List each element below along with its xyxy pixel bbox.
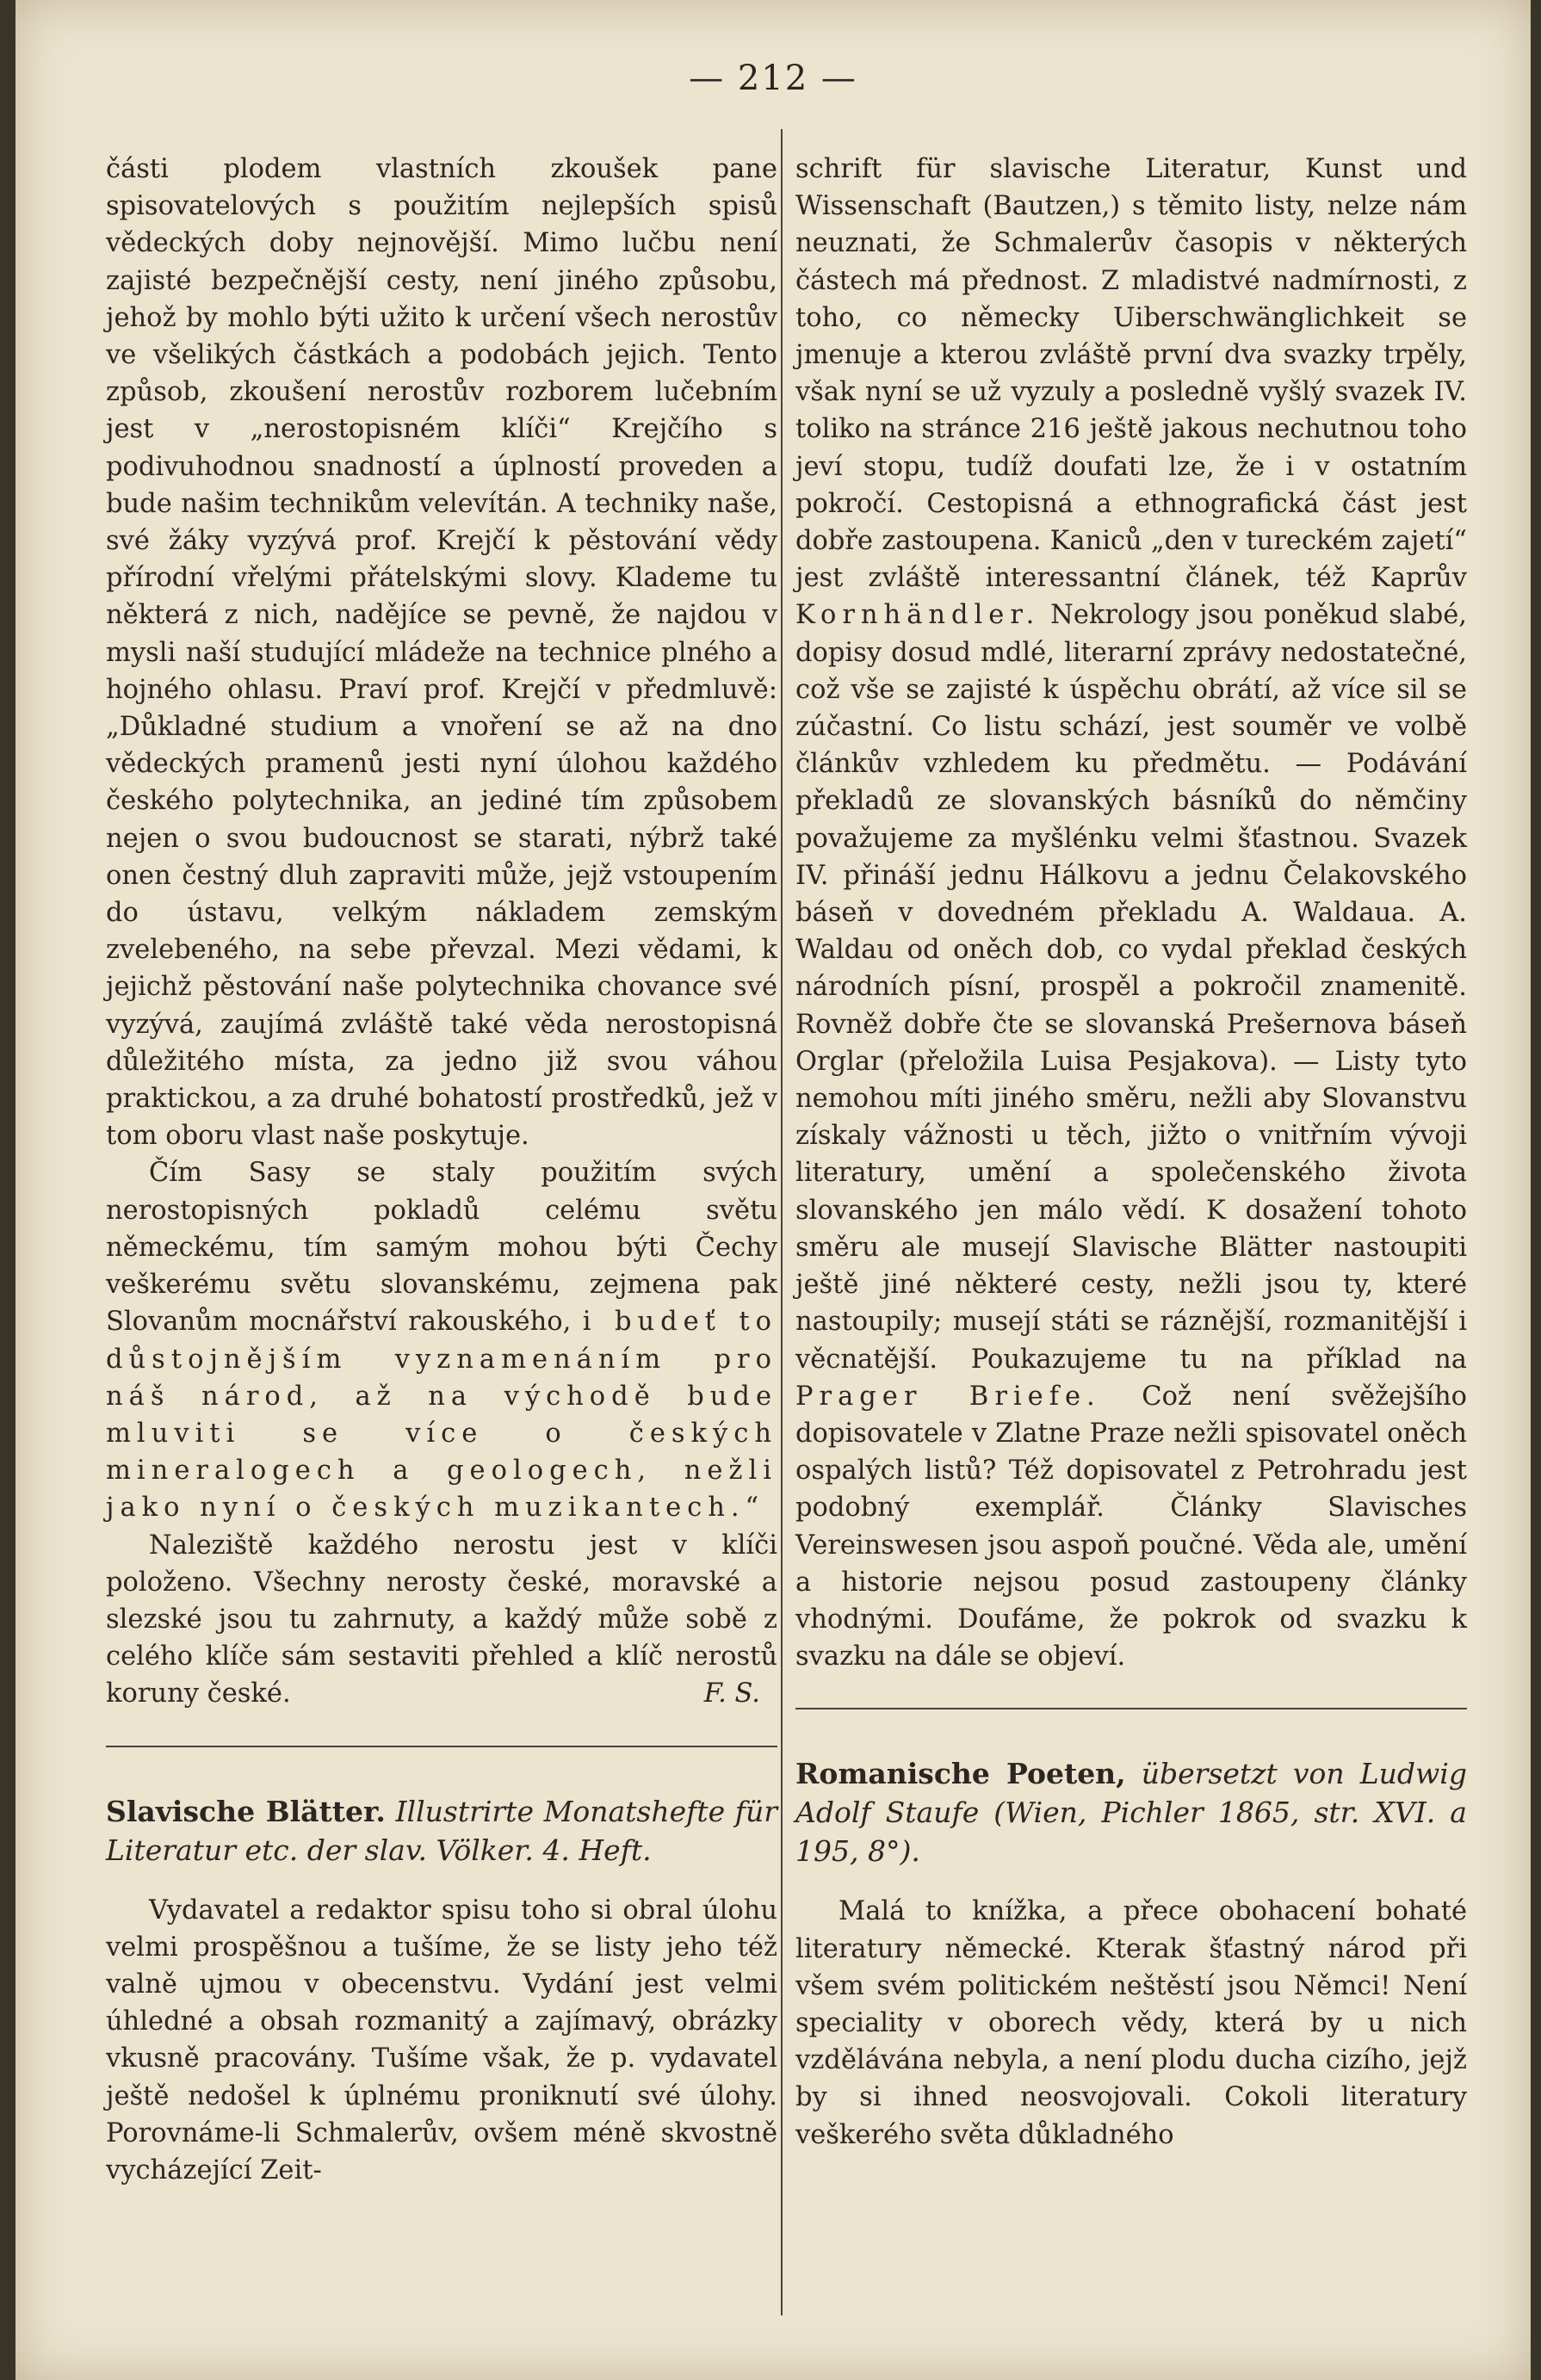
review-subtitle-romanische: übersetzt von Ludwig Adolf Staufe (Wien, Pichler 1865, str. XVI. a 195, 8°). [795, 1757, 1467, 1869]
section-rule-left [106, 1746, 777, 1747]
right-paragraph-1c: Což není svěžejšího dopisovatele v Zlatne Praze nežli spisovatel oněch ospalých listů? Též dopisovatel z Petrohradu jest podobný exemplář. Články Slavisches Vereinswesen jsou aspoň poučné. Věda ale, umění a historie nejsou posud zastoupeny články vhodnými. Doufáme, že pokrok od svazku k svazku na dále se objeví. [795, 1381, 1467, 1672]
signature: F. S. [703, 1678, 760, 1709]
right-paragraph-1a: schrift für slavische Literatur, Kunst und Wissenschaft (Bautzen,) s těmito listy, nelze nám neuznati, že Schmalerův časopis v některých částech má přednost. Z mladistvé nadmírnosti, z toho, co německy Uiberschwänglichkeit se jmenuje a kterou zvláště první dva svazky trpěly, však nyní se už vyzuly a posledně vyšlý svazek IV. toliko na stránce 216 ještě jakous nechutnou toho jeví stopu, tudíž doufati lze, že i v ostatním pokročí. Cestopisná a ethnografická část jest dobře zastoupena. Kaniců „den v tureckém zajetí“ jest zvláště interessantní článek, též Kaprův [795, 154, 1467, 594]
heading-gap [106, 1870, 777, 1892]
left-paragraph-2 [106, 1154, 777, 1526]
right-spaced-kornhandler: Kornhändler. [795, 600, 1041, 631]
review-title-romanische: Romanische Poeten, [795, 1757, 1126, 1791]
column-divider [781, 129, 783, 2315]
left-paragraph-3-text: Naleziště každého nerostu jest v klíči položeno. Všechny nerosty české, moravské a slezské jsou tu zahrnuty, a každý může sobě z celého klíče sám sestaviti přehled a klíč nerostů koruny české. [106, 1530, 777, 1709]
right-paragraph-2: Malá to knížka, a přece obohacení bohaté literatury německé. Kterak šťastný národ při všem svém politickém neštěstí jsou Němci! Není speciality v oborech vědy, která by u nich vzdělávána nebyla, a není plodu ducha cizího, jejž by si ihned neosvojovali. Cokoli literatury veškerého světa důkladného [795, 1896, 1467, 2150]
left-paragraph-4: Vydavatel a redaktor spisu toho si obral úlohu velmi prospěšnou a tušíme, že se listy jeho též valně ujmou v obecenstvu. Vydání jest velmi úhledné a obsah rozmanitý a zajímavý, obrázky vkusně pracovány. Tušíme však, že p. vydavatel ještě nedošel k úplnému proniknutí své úlohy. Porovnáme-li Schmalerův, ovšem méně skvostně vycházející Zeit- [106, 1895, 777, 2185]
right-spaced-prager-briefe: Prager Briefe. [795, 1381, 1101, 1412]
section-rule-right [795, 1708, 1467, 1709]
left-paragraph-1: části plodem vlastních zkoušek pane spisovatelových s použitím nejlepších spisů vědeckých doby nejnovější. Mimo lučbu není zajisté bezpečnější cesty, není jiného způsobu, jehož by mohlo býti užito k určení všech nerostův ve všelikých částkách a podobách jejich. Tento způsob, zkoušení nerostův rozborem lučebním jest v „nerostopisném klíči“ Krejčího s podivuhodnou snadností a úplností proveden a bude našim technikům velevítán. A techniky naše, své žáky vyzývá prof. Krejčí k pěstování vědy přírodní vřelými přátelskými slovy. Klademe tu některá z nich, nadějíce se pevně, že najdou v mysli naší studující mládeže na technice plného a hojného ohlasu. Praví prof. Krejčí v předmluvě: „Důkladné studium a vnoření se až na dno vědeckých pramenů jesti nyní úlohou každého českého polytechnika, an jediné tím způsobem nejen o svou budoucnost se starati, nýbrž také onen čestný dluh zapraviti může, jejž vstoupením do ústavu, velkým nákladem zemským zvelebeného, na sebe převzal. Mezi vědami, k jejichž pěstování naše polytechnika chovance své vyzývá, zaujímá zvláště také věda nerostopisná důležitého místa, za jedno již svou váhou praktickou, a za druhé bohatostí prostředků, jež v tom oboru vlast naše poskytuje. [106, 154, 777, 1152]
left-paragraph-2-end: “ [745, 1493, 759, 1524]
right-paragraph-1 [795, 151, 1467, 1675]
left-column [106, 151, 777, 2189]
review-heading-slavische [106, 1792, 777, 1870]
heading-gap-right [795, 1870, 1467, 1893]
right-column [795, 151, 1467, 2154]
review-subtitle-slavische: Illustrirte Monatshefte für Literatur etc. der slav. Völker. 4. Heft. [106, 1794, 777, 1867]
review-title-slavische: Slavische Blätter. [106, 1794, 386, 1828]
left-paragraph-2-spaced: i budeť to důstojnějším vyznamenáním pro náš národ, až na východě bude mluviti se více o českých mineralogech a geologech, nežli jako nyní o českých muzikantech. [106, 1307, 777, 1524]
right-paragraph-1b: Nekrology jsou poněkud slabé, dopisy dosud mdlé, literarní zprávy nedostatečné, což vše se zajisté k úspěchu obrátí, až více sil se zúčastní. Co listu schází, jest souměr ve volbě článkův vzhledem ku předmětu. — Podávání překladů ze slovanských básníků do němčiny považujeme za myšlénku velmi šťastnou. Svazek IV. přináší jednu Hálkovu a jednu Čelakovského báseň v dovedném překladu A. Waldaua. A. Waldau od oněch dob, co vydal překlad českých národních písní, prospěl a pokročil znamenitě. Rovněž dobře čte se slovanská Prešernova báseň Orglar (přeložila Luisa Pesjakova). — Listy tyto nemohou míti jiného směru, nežli aby Slovanstvu získaly vážnosti u těch, jižto o vnitřním vývoji literatury, umění a společenského života slovanského jen málo vědí. K dosažení tohoto směru ale musejí Slavische Blätter nastoupiti ještě jiné některé cesty, nežli jsou ty, které nastoupily; musejí státi se ráznější, rozmanitější i věcnatější. Poukazujeme tu na příklad na [795, 600, 1467, 1375]
page-number: — 212 — [689, 59, 857, 98]
left-paragraph-3 [106, 1527, 777, 1713]
page-sheet [15, 0, 1531, 2380]
review-heading-romanische [795, 1754, 1467, 1870]
left-paragraph-2-start: Čím Sasy se staly použitím svých nerostopisných pokladů celému světu německému, tím samým mohou býti Čechy veškerému světu slovanskému, zejmena pak Slovanům mocnářství rakouského, [106, 1158, 777, 1338]
